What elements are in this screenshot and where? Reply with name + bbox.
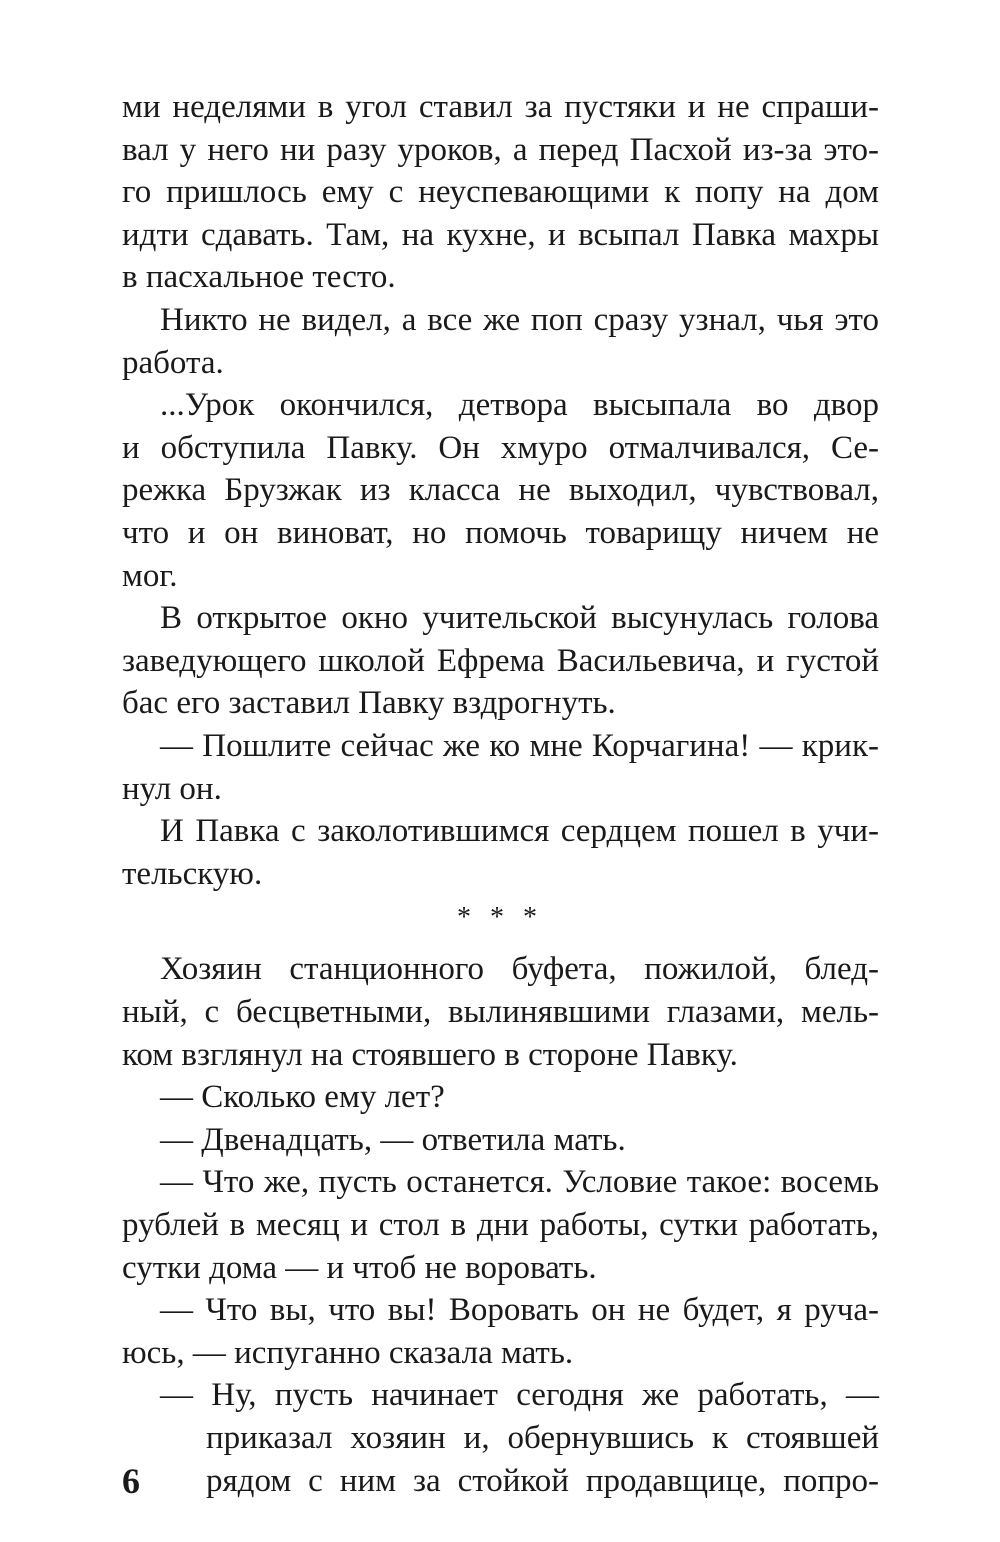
text-line: что и он виноват, но помочь товарищу ничем не (122, 515, 879, 551)
text-line: — Ну, пусть начинает сегодня же работать, — (160, 1377, 879, 1414)
text-line: — Двенадцать, — ответила мать. (160, 1121, 626, 1158)
text-line: В открытое окно учительской высунулась голова (160, 600, 879, 637)
text-line: рублей в месяц и стол в дни работы, сутки работать, (122, 1207, 879, 1243)
text-line: сутки дома — и чтоб не воровать. (122, 1249, 597, 1286)
text-line: тельскую. (122, 855, 263, 892)
text-line: режка Брузжак из класса не выходил, чувствовал, (122, 472, 879, 509)
text-line: ми неделями в угол ставил за пустяки и не спраши- (122, 89, 879, 125)
text-line: и обступила Павку. Он хмуро отмалчивался, Се- (122, 429, 879, 466)
text-line: бас его заставил Павку вздрогнуть. (122, 685, 616, 722)
text-line: ный, с бесцветными, вылинявшими глазами, мель- (122, 994, 879, 1030)
text-line: работа. (122, 344, 224, 381)
text-line: рядом с ним за стойкой продавщице, попро- (206, 1462, 879, 1499)
section-separator: * * * (457, 902, 543, 934)
text-line: — Что вы, что вы! Воровать он не будет, я руча- (160, 1292, 879, 1329)
text-line: приказал хозяин и, обернувшись к стоявшей (206, 1420, 879, 1456)
text-line: заведующего школой Ефрема Васильевича, и густой (122, 642, 879, 679)
text-line: идти сдавать. Там, на кухне, и всыпал Павка махры (122, 216, 879, 253)
text-line: ком взглянул на стоявшего в стороне Павку. (122, 1036, 738, 1073)
text-line: И Павка с заколотившимся сердцем пошел в учи- (160, 813, 879, 850)
text-line: нул он. (122, 770, 222, 807)
text-line: в пасхальное тесто. (122, 259, 396, 296)
page-number: 6 (122, 1460, 140, 1501)
text-line: юсь, — испуганно сказала мать. (122, 1334, 574, 1371)
text-line: мог. (122, 557, 178, 594)
text-line: го пришлось ему с неуспевающими к попу на дом (122, 174, 879, 211)
text-line: Никто не видел, а все же поп сразу узнал, чья это (160, 302, 879, 338)
text-line: — Сколько ему лет? (160, 1079, 445, 1116)
text-line: — Пошлите сейчас же ко мне Корчагина! — крик- (160, 728, 879, 764)
text-line: вал у него ни разу уроков, а перед Пасхой из-за это- (122, 131, 879, 168)
text-line: — Что же, пусть останется. Условие такое: восемь (160, 1164, 879, 1201)
text-line: ...Урок окончился, детвора высыпала во двор (160, 387, 879, 424)
text-line: Хозяин станционного буфета, пожилой, блед- (160, 951, 879, 988)
